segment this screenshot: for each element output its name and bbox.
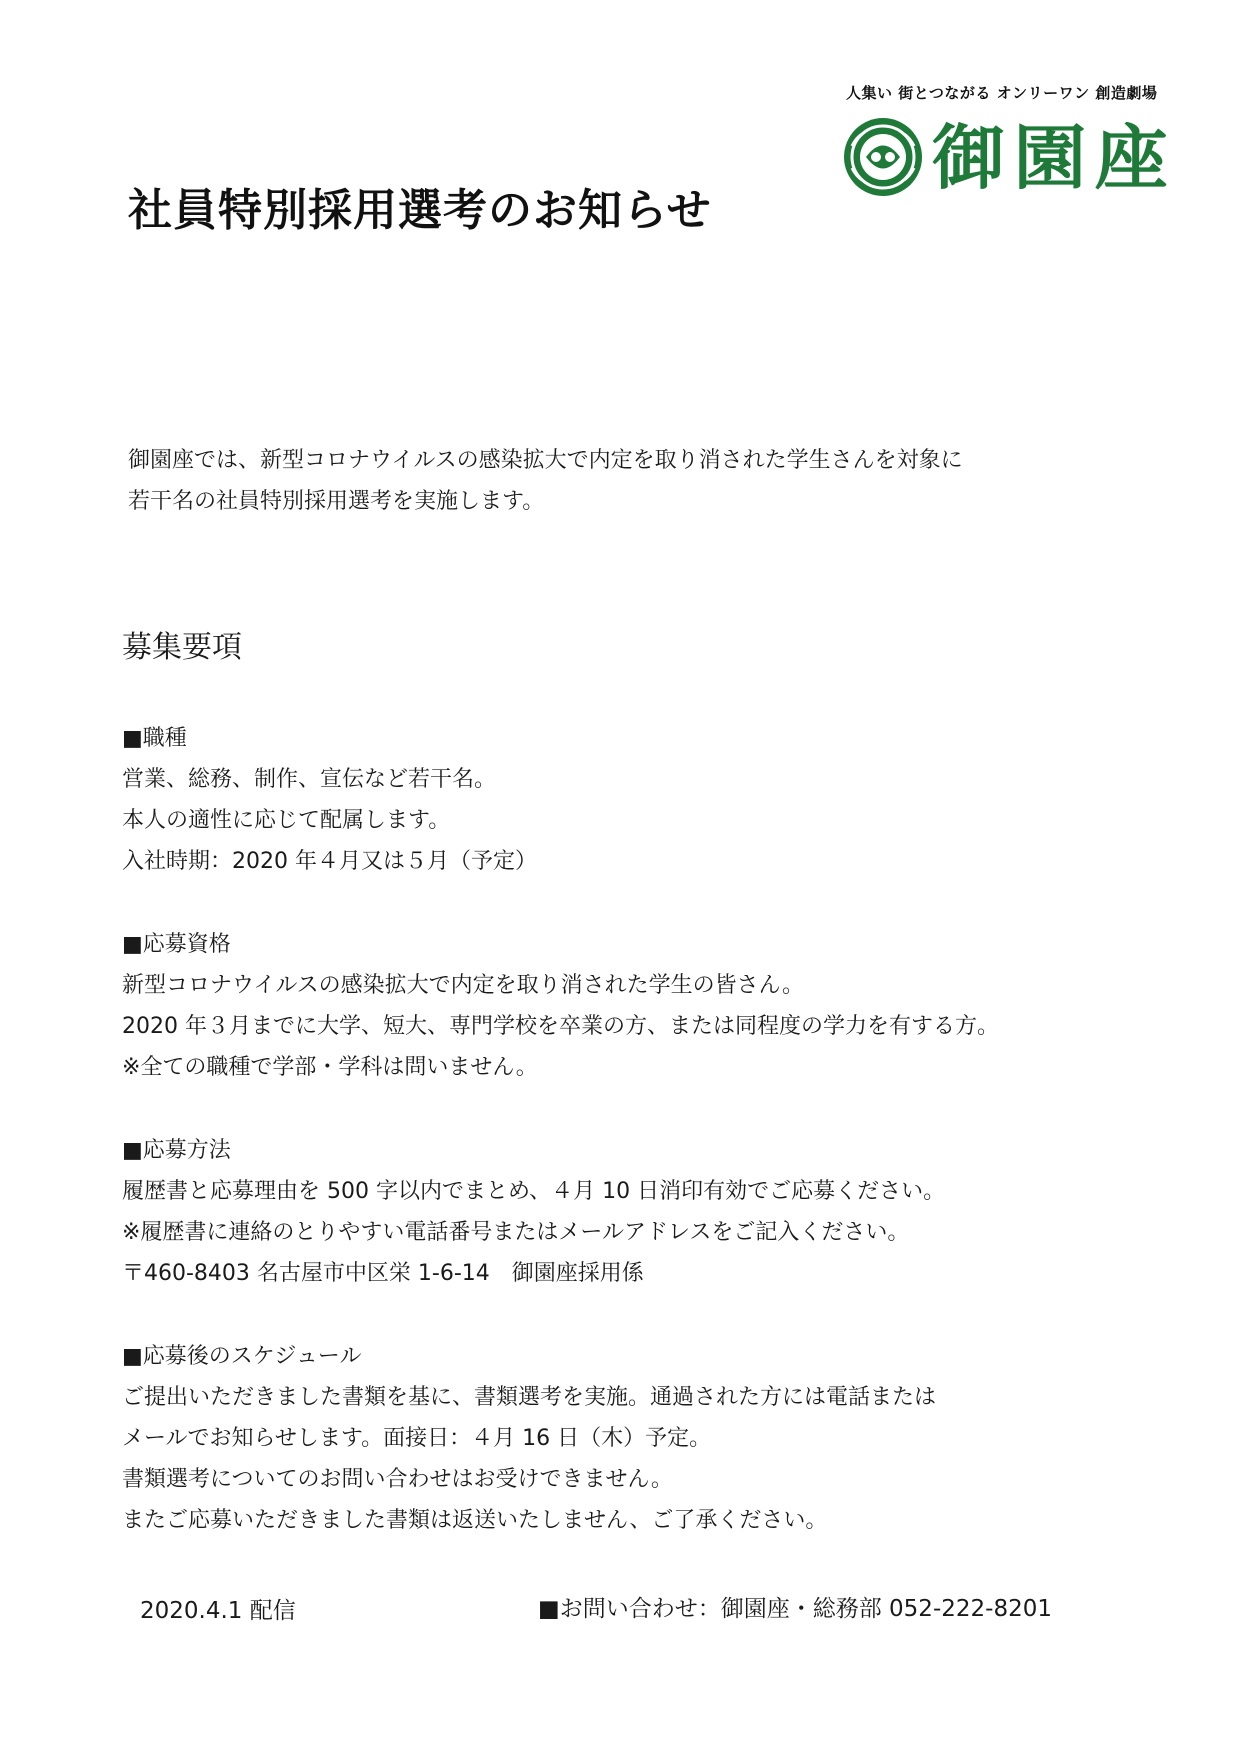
section-label: ■応募後のスケジュール [122,1344,362,1369]
page-title: 社員特別採用選考のお知らせ [128,185,712,236]
section-line: 営業、総務、制作、宣伝など若干名。 [122,767,497,792]
section-eligibility [122,924,999,1088]
section-line: 入社時期：2020 年４月又は５月（予定） [122,849,537,874]
logo-wordmark [930,116,1180,198]
intro-line: 御園座では、新型コロナウイルスの感染拡大で内定を取り消された学生さんを対象に [128,448,963,473]
section-application-method [122,1130,945,1294]
section-label: ■職種 [122,726,187,751]
intro-line: 若干名の社員特別採用選考を実施します。 [128,489,545,514]
section-schedule [122,1336,936,1541]
intro-paragraph [128,440,963,522]
section-line: ご提出いただきました書類を基に、書類選考を実施。通過された方には電話または [122,1385,937,1410]
section-line: 書類選考についてのお問い合わせはお受けできません。 [122,1467,673,1492]
section-job-type [122,718,537,882]
logo-wordmark-text: 御園座 [932,116,1176,198]
section-line: 本人の適性に応じて配属します。 [122,808,451,833]
contact-info: ■お問い合わせ：御園座・総務部 052-222-8201 [538,1596,1052,1622]
section-label: ■応募資格 [122,932,231,957]
section-line: ※履歴書に連絡のとりやすい電話番号またはメールアドレスをご記入ください。 [122,1220,910,1245]
brand-tagline: 人集い 街とつながる オンリーワン 創造劇場 [846,84,1158,102]
section-line: 履歴書と応募理由を 500 字以内でまとめ、４月 10 日消印有効でご応募ください。 [122,1179,946,1204]
recruitment-heading: 募集要項 [122,630,242,665]
section-label: ■応募方法 [122,1138,231,1163]
crest-icon [842,116,924,198]
section-line: 新型コロナウイルスの感染拡大で内定を取り消された学生の皆さん。 [122,973,805,998]
section-line: 2020 年３月までに大学、短大、専門学校を卒業の方、または同程度の学力を有する方。 [122,1014,999,1039]
section-line: ※全ての職種で学部・学科は問いません。 [122,1055,538,1080]
publish-date: 2020.4.1 配信 [140,1598,296,1624]
section-line: 〒460-8403 名古屋市中区栄 1-6-14 御園座採用係 [122,1261,644,1286]
section-line: またご応募いただきました書類は返送いたしません、ご了承ください。 [122,1508,828,1533]
misonoza-logo [842,116,1176,198]
section-line: メールでお知らせします。面接日：４月 16 日（木）予定。 [122,1426,712,1451]
